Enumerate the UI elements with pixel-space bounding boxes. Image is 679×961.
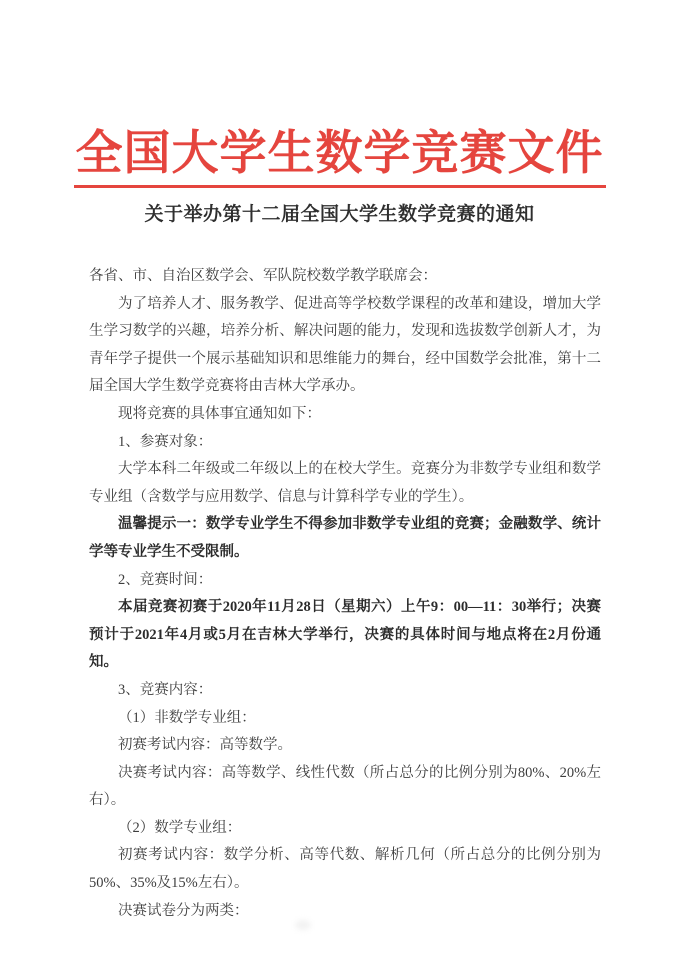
item-1-heading: 1、参赛对象：	[118, 433, 213, 450]
group-2-heading: （2）数学专业组：	[118, 819, 242, 836]
scan-artifact	[295, 920, 311, 930]
intro-paragraph: 为了培养人才、服务教学、促进高等学校数学课程的改革和建设，增加大学生学习数学的兴趣，培养分析、解决问题的能力，发现和选拔数学创新人才，为青年学子提供一个展示基础知识和思维能力的舞台，经中国数学会批准，第十二届全国大学生数学竞赛将由吉林大学承办。	[89, 295, 601, 395]
item-3-heading: 3、竞赛内容：	[118, 681, 213, 698]
document-title-text: 全国大学生数学竞赛文件	[74, 127, 606, 188]
document-body	[89, 263, 601, 925]
item-2-body: 本届竞赛初赛于2020年11月28日（星期六）上午9：00—11：30举行；决赛预计于2021年4月或5月在吉林大学举行，决赛的具体时间与地点将在2月份通知。	[89, 599, 601, 671]
group-2-preliminary-content: 初赛考试内容：数学分析、高等代数、解析几何（所占总分的比例分别为50%、35%及15%左右）。	[89, 847, 601, 892]
salutation-line: 各省、市、自治区数学会、军队院校数学教学联席会：	[89, 268, 437, 284]
document-title	[0, 127, 679, 188]
group-1-final-content: 决赛考试内容：高等数学、线性代数（所占总分的比例分别为80%、20%左右）。	[89, 764, 601, 809]
item-2-heading: 2、竞赛时间：	[118, 571, 213, 588]
document-subtitle: 关于举办第十二届全国大学生数学竞赛的通知	[144, 204, 535, 225]
item-1-body: 大学本科二年级或二年级以上的在校大学生。竞赛分为非数学专业组和数学专业组（含数学与应用数学、信息与计算科学专业的学生）。	[89, 461, 601, 505]
group-1-heading: （1）非数学专业组：	[118, 709, 256, 726]
item-1-reminder: 温馨提示一：数学专业学生不得参加非数学专业组的竞赛；金融数学、统计学等专业学生不受限制。	[89, 516, 601, 560]
final-paper-note: 决赛试卷分为两类：	[118, 902, 249, 919]
notice-lead-line: 现将竞赛的具体事宜通知如下：	[118, 405, 321, 422]
group-1-preliminary-content: 初赛考试内容：高等数学。	[118, 737, 292, 754]
